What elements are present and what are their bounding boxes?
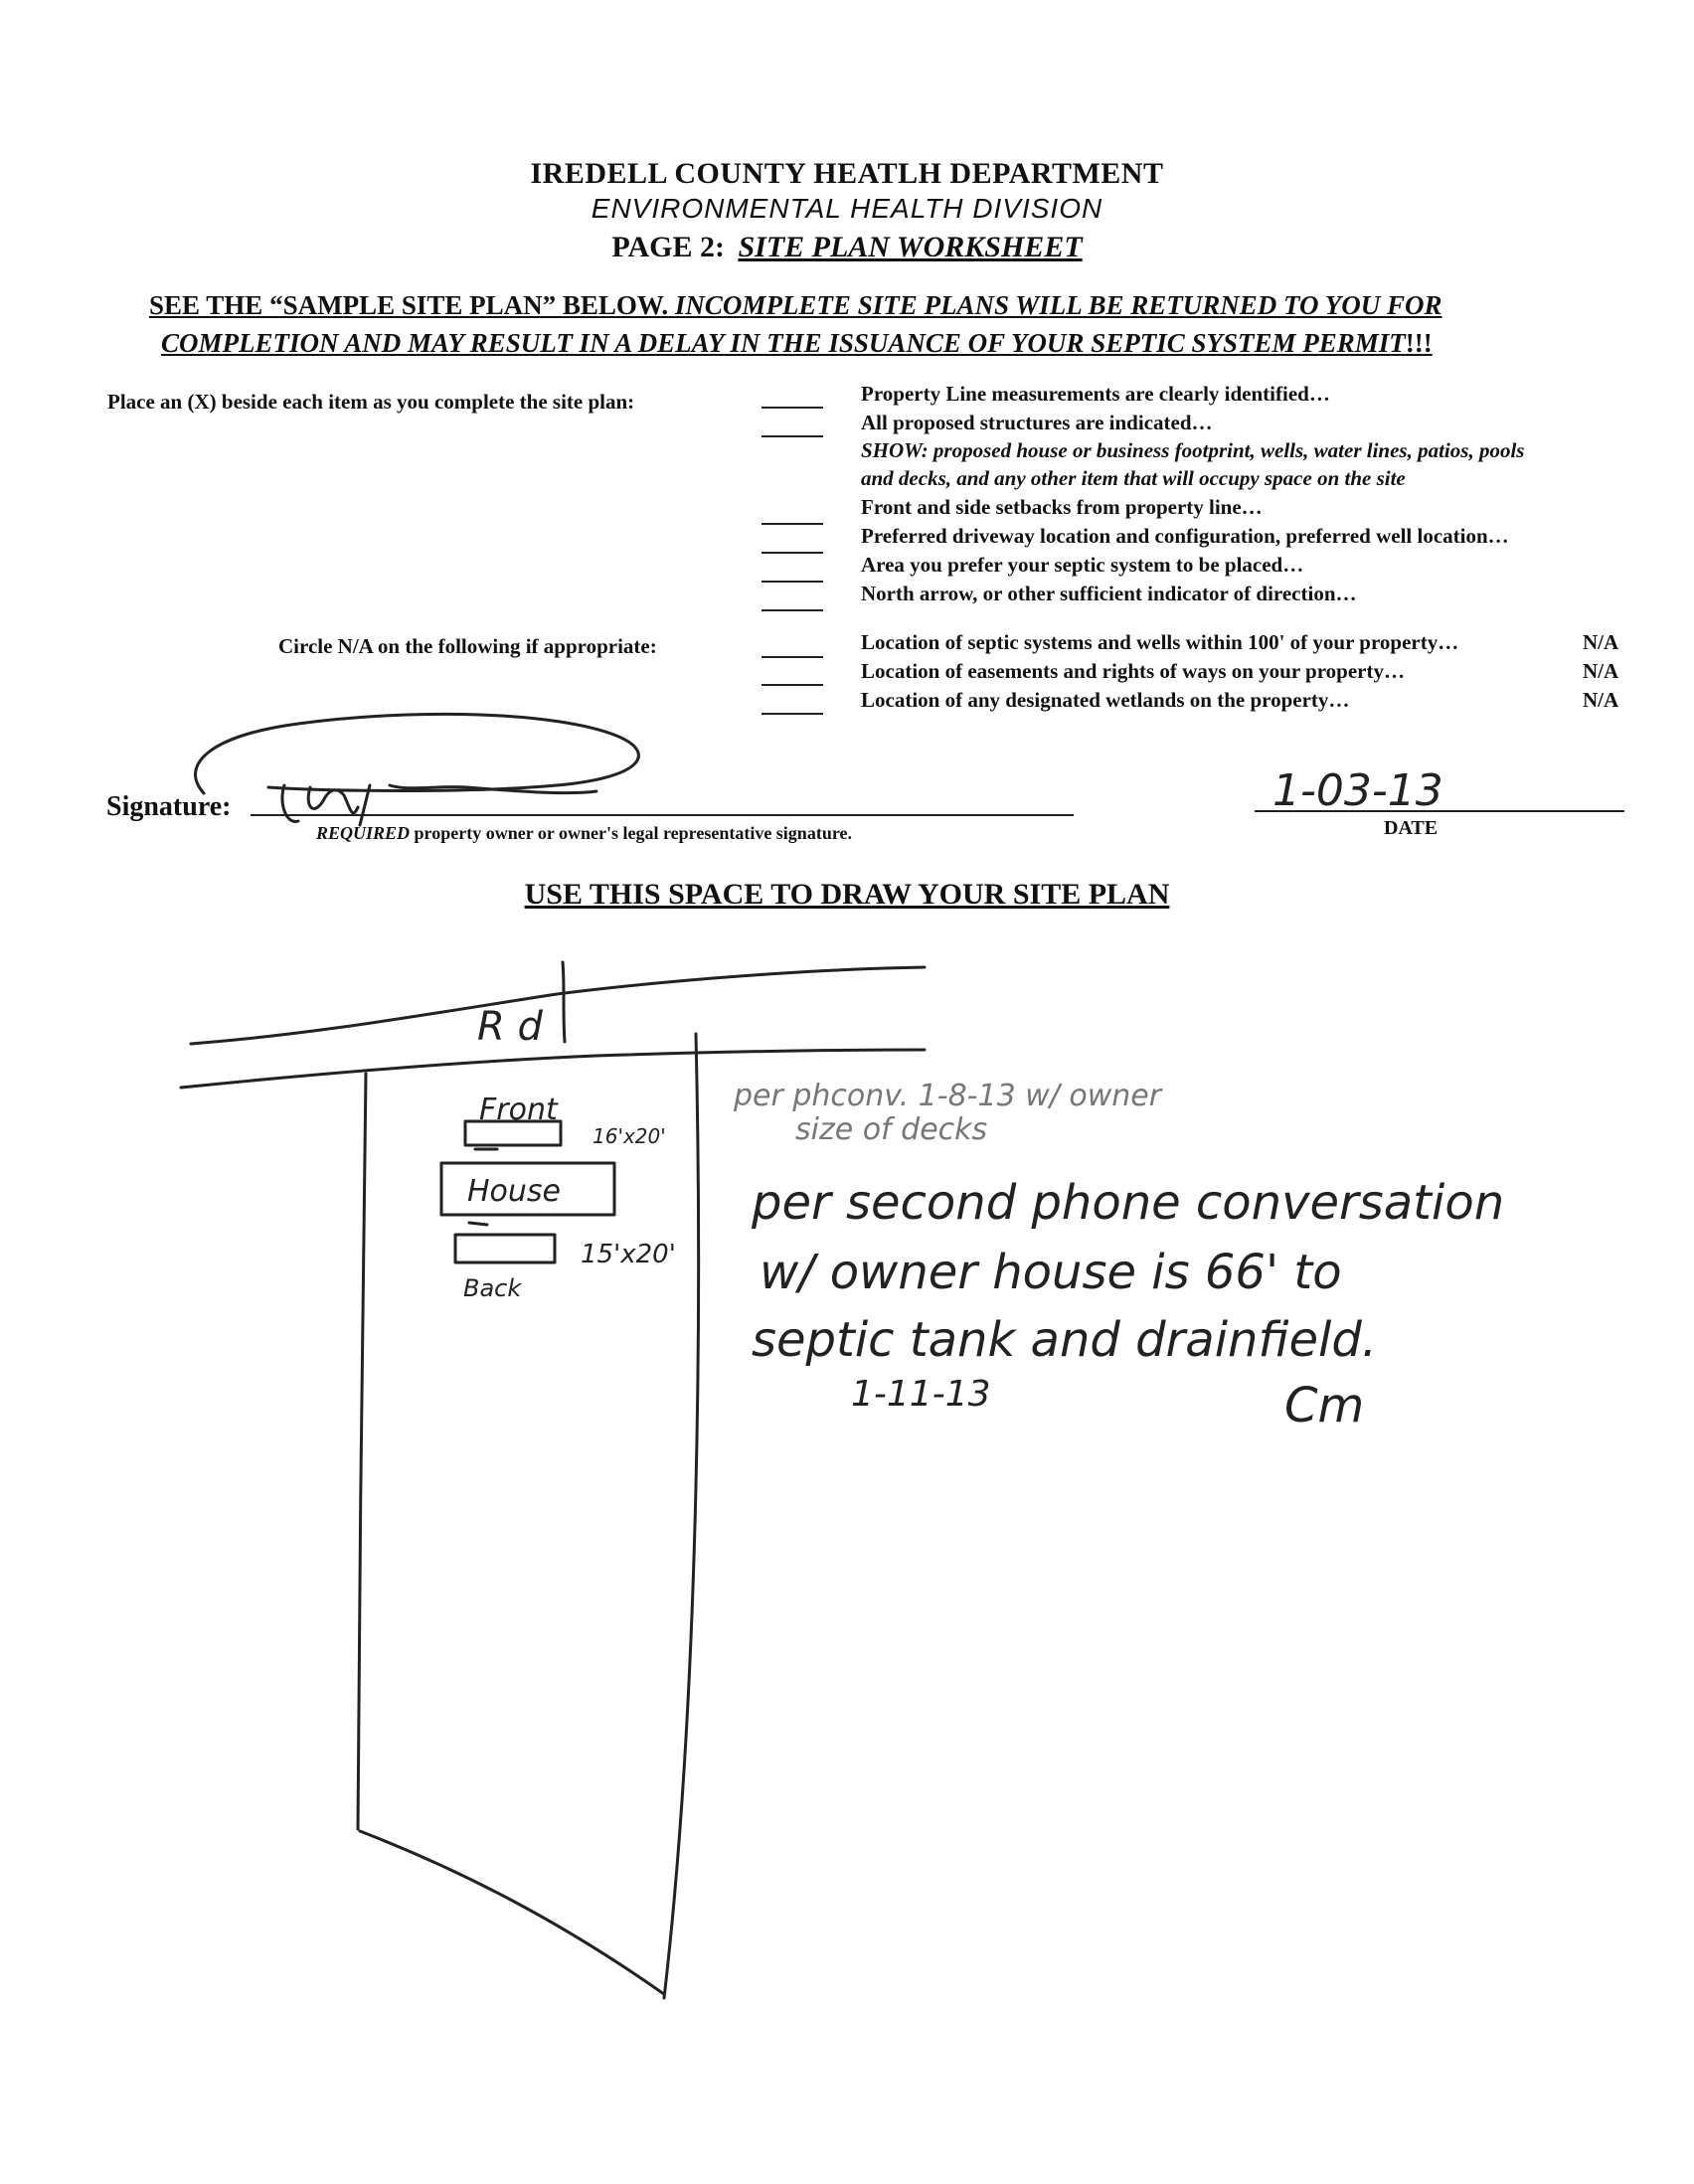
checklist-item: Front and side setbacks from property line… [861,495,1263,519]
checklist-instruction: Place an (X) beside each item as you complete the site plan: [107,390,635,414]
na-item: Location of easements and rights of ways on your property… [861,659,1405,683]
signature-label: Signature: [106,791,232,822]
checklist-item: All proposed structures are indicated… [861,411,1213,434]
note-2-date: 1-11-13 [851,1374,991,1415]
checklist-item: North arrow, or other sufficient indicator of direction… [861,582,1357,605]
checklist-item: and decks, and any other item that will occupy space on the site [861,466,1406,490]
checklist-item: Property Line measurements are clearly identified… [861,382,1330,406]
note-2-line-2: w/ owner house is 66' to [760,1245,1342,1300]
date-label: DATE [1384,817,1439,839]
back-deck [455,1235,555,1262]
note-1-line-2: size of decks [795,1112,988,1147]
checklist-item: SHOW: proposed house or business footprint, wells, water lines, patios, pools [861,438,1525,462]
house-label: House [467,1174,562,1209]
front-deck-size: 16'x20' [593,1124,666,1148]
road-label: R d [477,1004,543,1050]
division-title: ENVIRONMENTAL HEALTH DIVISION [591,193,1103,224]
property-line-bottom [360,1831,664,1994]
road-mark [563,962,565,1042]
notice-sample-ref: SEE THE “SAMPLE SITE PLAN” BELOW. [149,290,669,320]
signature-required: REQUIRED [316,823,411,843]
back-label: Back [463,1274,522,1302]
initials: Cm [1284,1378,1365,1433]
signature-loop [196,714,639,793]
page-label: PAGE 2: [611,231,725,263]
notice-warning-2: COMPLETION AND MAY RESULT IN A DELAY IN THE ISSUANCE OF YOUR SEPTIC SYSTEM PERMIT [161,328,1406,358]
front-label: Front [479,1092,558,1127]
checklist-item: Area you prefer your septic system to be placed… [861,553,1304,577]
na-instruction: Circle N/A on the following if appropriate: [278,634,657,658]
property-line-right [664,1034,699,1998]
na-item: Location of septic systems and wells within 100' of your property… [861,630,1459,654]
note-1-line-1: per phconv. 1-8-13 w/ owner [734,1079,1162,1113]
property-line-left [358,1074,366,1829]
note-2-line-1: per second phone conversation [752,1175,1505,1231]
department-title: IREDELL COUNTY HEATLH DEPARTMENT [530,157,1164,190]
road-line-top [191,967,925,1044]
signature-note-text: property owner or owner's legal representative signature. [414,823,852,843]
notice-warning-1: INCOMPLETE SITE PLANS WILL BE RETURNED TO YOU FOR [674,290,1442,320]
na-option[interactable]: N/A [1583,659,1619,683]
checklist-item: Preferred driveway location and configuration, preferred well location… [861,524,1509,548]
worksheet-title: SITE PLAN WORKSHEET [738,231,1083,263]
note-2-line-3: septic tank and drainfield. [752,1312,1378,1368]
draw-area-title: USE THIS SPACE TO DRAW YOUR SITE PLAN [524,878,1170,911]
back-deck-size: 15'x20' [581,1240,676,1269]
date-value: 1-03-13 [1272,765,1443,816]
na-item: Location of any designated wetlands on the property… [861,688,1350,712]
na-option[interactable]: N/A [1583,630,1619,654]
na-option[interactable]: N/A [1583,688,1619,712]
notice-tail: !!! [1405,328,1433,358]
